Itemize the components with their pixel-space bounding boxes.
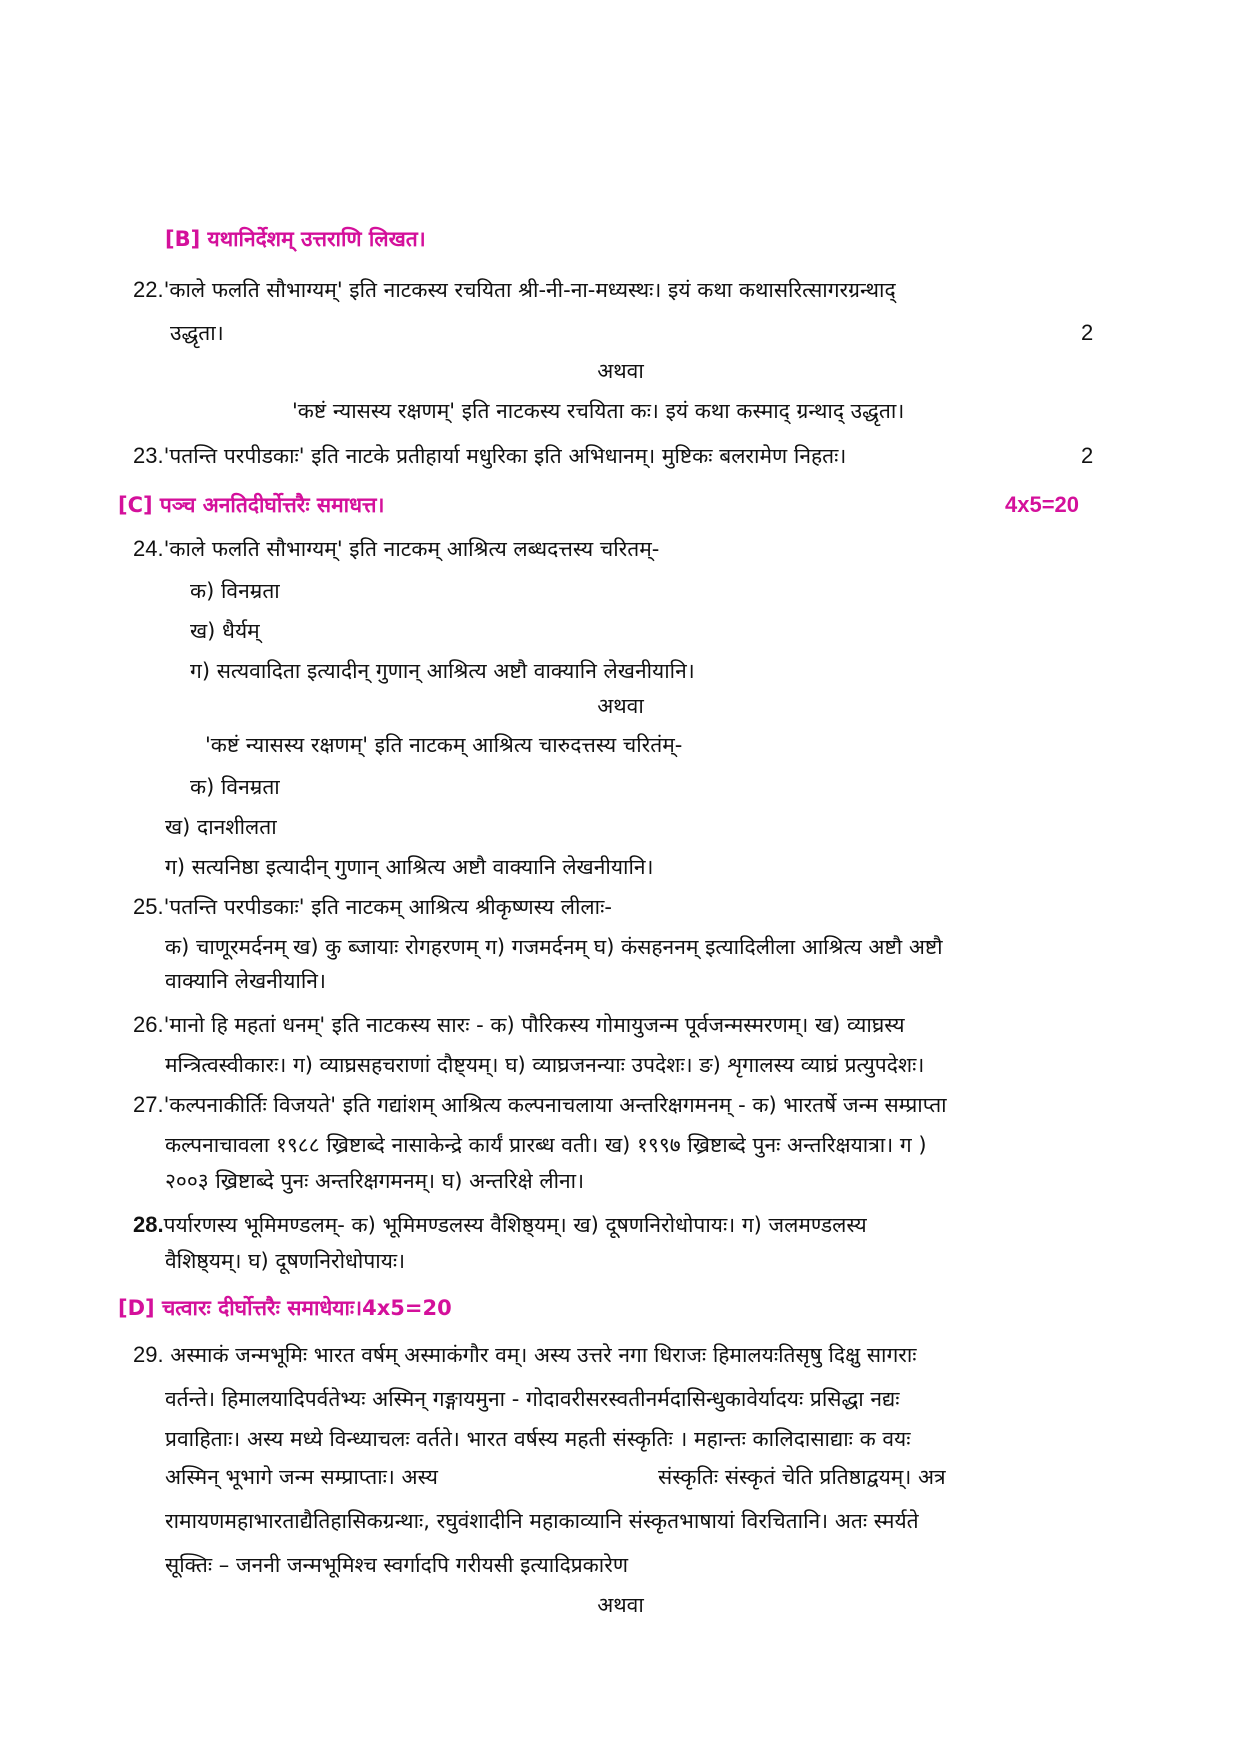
question-26-line-2: मन्त्रित्वस्वीकारः। ग) व्याघ्रसहचराणां दौष्ट्यम्। घ) व्याघ्रजनन्याः उपदेशः। ङ) शृगालस्य व्याघ्रं प्रत्युपदेशः।	[165, 1053, 925, 1077]
question-29-line-4b: संस्कृतिः संस्कृतं चेति प्रतिष्ठाद्वयम्। अत्र	[658, 1465, 946, 1489]
section-d-heading: [D] चत्वारः दीर्घोत्तरैः समाधेयाः।4x5=20	[118, 1296, 452, 1320]
section-c-heading: [C] पञ्च अनतिदीर्घोत्तरैः समाधत्त।	[118, 493, 385, 517]
question-29-text-1: अस्माकं जन्मभूमिः भारत वर्षम् अस्माकंगौर वम्। अस्य उत्तरे नगा धिराजः हिमालयःतिसृषु दिक्षु सागराः	[170, 1343, 917, 1367]
question-24-alt-option-a: क) विनम्रता	[190, 775, 280, 799]
question-22-line-1	[133, 275, 896, 305]
question-22-or: अथवा	[597, 359, 644, 383]
question-27-number: 27.	[133, 1092, 164, 1117]
question-25-line-1	[133, 892, 612, 922]
question-28-text-1: पर्यारणस्य भूमिमण्डलम्- क) भूमिमण्डलस्य वैशिष्ठ्यम्। ख) दूषणनिरोधोपायः। ग) जलमण्डलस्य	[163, 1213, 867, 1237]
question-29-line-3: प्रवाहिताः। अस्य मध्ये विन्ध्याचलः वर्तते। भारत वर्षस्य महती संस्कृतिः । महान्तः कालिदासाद्याः क वयः	[165, 1427, 911, 1451]
question-27-text-1: 'कल्पनाकीर्तिः विजयते' इति गद्यांशम् आश्रित्य कल्पनाचलाया अन्तरिक्षगमनम् - क) भारतर्षे जन्म सम्प्राप्ता	[163, 1093, 947, 1117]
question-29-line-1	[133, 1340, 917, 1370]
question-24-alternative: 'कष्टं न्यासस्य रक्षणम्' इति नाटकम् आश्रित्य चारुदत्तस्य चरितंम्-	[205, 733, 683, 757]
question-29-line-6: सूक्तिः – जननी जन्मभूमिश्च स्वर्गादपि गरीयसी इत्यादिप्रकारेण	[165, 1553, 629, 1577]
question-22-alternative: 'कष्टं न्यासस्य रक्षणम्' इति नाटकस्य रचयिता कः। इयं कथा कस्माद् ग्रन्थाद् उद्धृता।	[292, 399, 905, 423]
question-22-marks: 2	[1081, 320, 1094, 345]
question-29-line-5: रामायणमहाभारताद्यैतिहासिकग्रन्थाः, रघुवंशादीनि महाकाव्यानि संस्कृतभाषायां विरचितानि। अतः स्मर्यते	[165, 1509, 919, 1533]
question-22-number: 22.	[133, 277, 164, 302]
question-27-line-3: २००३ ख्रिष्टाब्दे पुनः अन्तरिक्षगमनम्। घ) अन्तरिक्षे लीना।	[165, 1169, 585, 1193]
question-24-option-c: ग) सत्यवादिता इत्यादीन् गुणान् आश्रित्य अष्टौ वाक्यानि लेखनीयानि।	[190, 659, 695, 683]
question-27-line-2: कल्पनाचावला १९८८ ख्रिष्टाब्दे नासाकेन्द्रे कार्यं प्रारब्ध वती। ख) १९९७ ख्रिष्टाब्दे पुनः अन्तरिक्षयात्रा। ग )	[165, 1133, 927, 1157]
question-29-line-2: वर्तन्ते। हिमालयादिपर्वतेभ्यः अस्मिन् गङ्गायमुना - गोदावरीसरस्वतीनर्मदासिन्धुकावेर्यादयः प्रसिद्धा नद्यः	[165, 1387, 900, 1411]
question-29-line-4a: अस्मिन् भूभागे जन्म सम्प्राप्ताः। अस्य	[165, 1465, 438, 1489]
question-28-line-2: वैशिष्ठ्यम्। घ) दूषणनिरोधोपायः।	[165, 1249, 406, 1273]
section-b-heading: [B] यथानिर्देशम् उत्तराणि लिखत।	[165, 227, 426, 251]
question-26-number: 26.	[133, 1012, 164, 1037]
question-29-or: अथवा	[597, 1593, 644, 1617]
question-24-text-1: 'काले फलति सौभाग्यम्' इति नाटकम् आश्रित्य लब्धदत्तस्य चरितम्-	[163, 537, 660, 561]
question-27-line-1	[133, 1090, 947, 1120]
question-23-line-1	[133, 441, 846, 471]
question-28-number: 28.	[133, 1212, 164, 1237]
question-24-option-a: क) विनम्रता	[190, 579, 280, 603]
question-25-number: 25.	[133, 894, 164, 919]
question-25-text-1: 'पतन्ति परपीडकाः' इति नाटकम् आश्रित्य श्रीकृष्णस्य लीलाः-	[163, 895, 612, 919]
question-28-line-1	[133, 1210, 867, 1240]
question-26-text-1: 'मानो हि महतां धनम्' इति नाटकस्य सारः - क) पौरिकस्य गोमायुजन्म पूर्वजन्मस्मरणम्। ख) व्याघ्रस्य	[163, 1013, 905, 1037]
section-c-score: 4x5=20	[1005, 492, 1080, 517]
question-24-number: 24.	[133, 536, 164, 561]
question-29-number: 29.	[133, 1342, 164, 1367]
question-24-alt-option-b: ख) दानशीलता	[165, 815, 277, 839]
question-26-line-1	[133, 1010, 905, 1040]
question-25-line-3: वाक्यानि लेखनीयानि।	[165, 969, 326, 993]
question-24-or: अथवा	[597, 694, 644, 718]
question-24-line-1	[133, 534, 659, 564]
question-22-text-1: 'काले फलति सौभाग्यम्' इति नाटकस्य रचयिता श्री-नी-ना-मध्यस्थः। इयं कथा कथासरित्सागरग्रन्थाद्	[163, 278, 896, 302]
question-24-alt-option-c: ग) सत्यनिष्ठा इत्यादीन् गुणान् आश्रित्य अष्टौ वाक्यानि लेखनीयानि।	[165, 855, 654, 879]
question-22-line-2: उद्धृता।	[170, 321, 224, 345]
question-25-line-2: क) चाणूरमर्दनम् ख) कु ब्जायाः रोगहरणम् ग) गजमर्दनम् घ) कंसहननम् इत्यादिलीला आश्रित्य अष्टौ अष्टौ	[165, 935, 943, 959]
question-23-text-1: 'पतन्ति परपीडकाः' इति नाटके प्रतीहार्या मधुरिका इति अभिधानम्। मुष्टिकः बलरामेण निहतः।	[163, 444, 847, 468]
question-24-option-b: ख) धैर्यम्	[190, 619, 260, 643]
question-23-number: 23.	[133, 443, 164, 468]
question-23-marks: 2	[1081, 443, 1094, 468]
